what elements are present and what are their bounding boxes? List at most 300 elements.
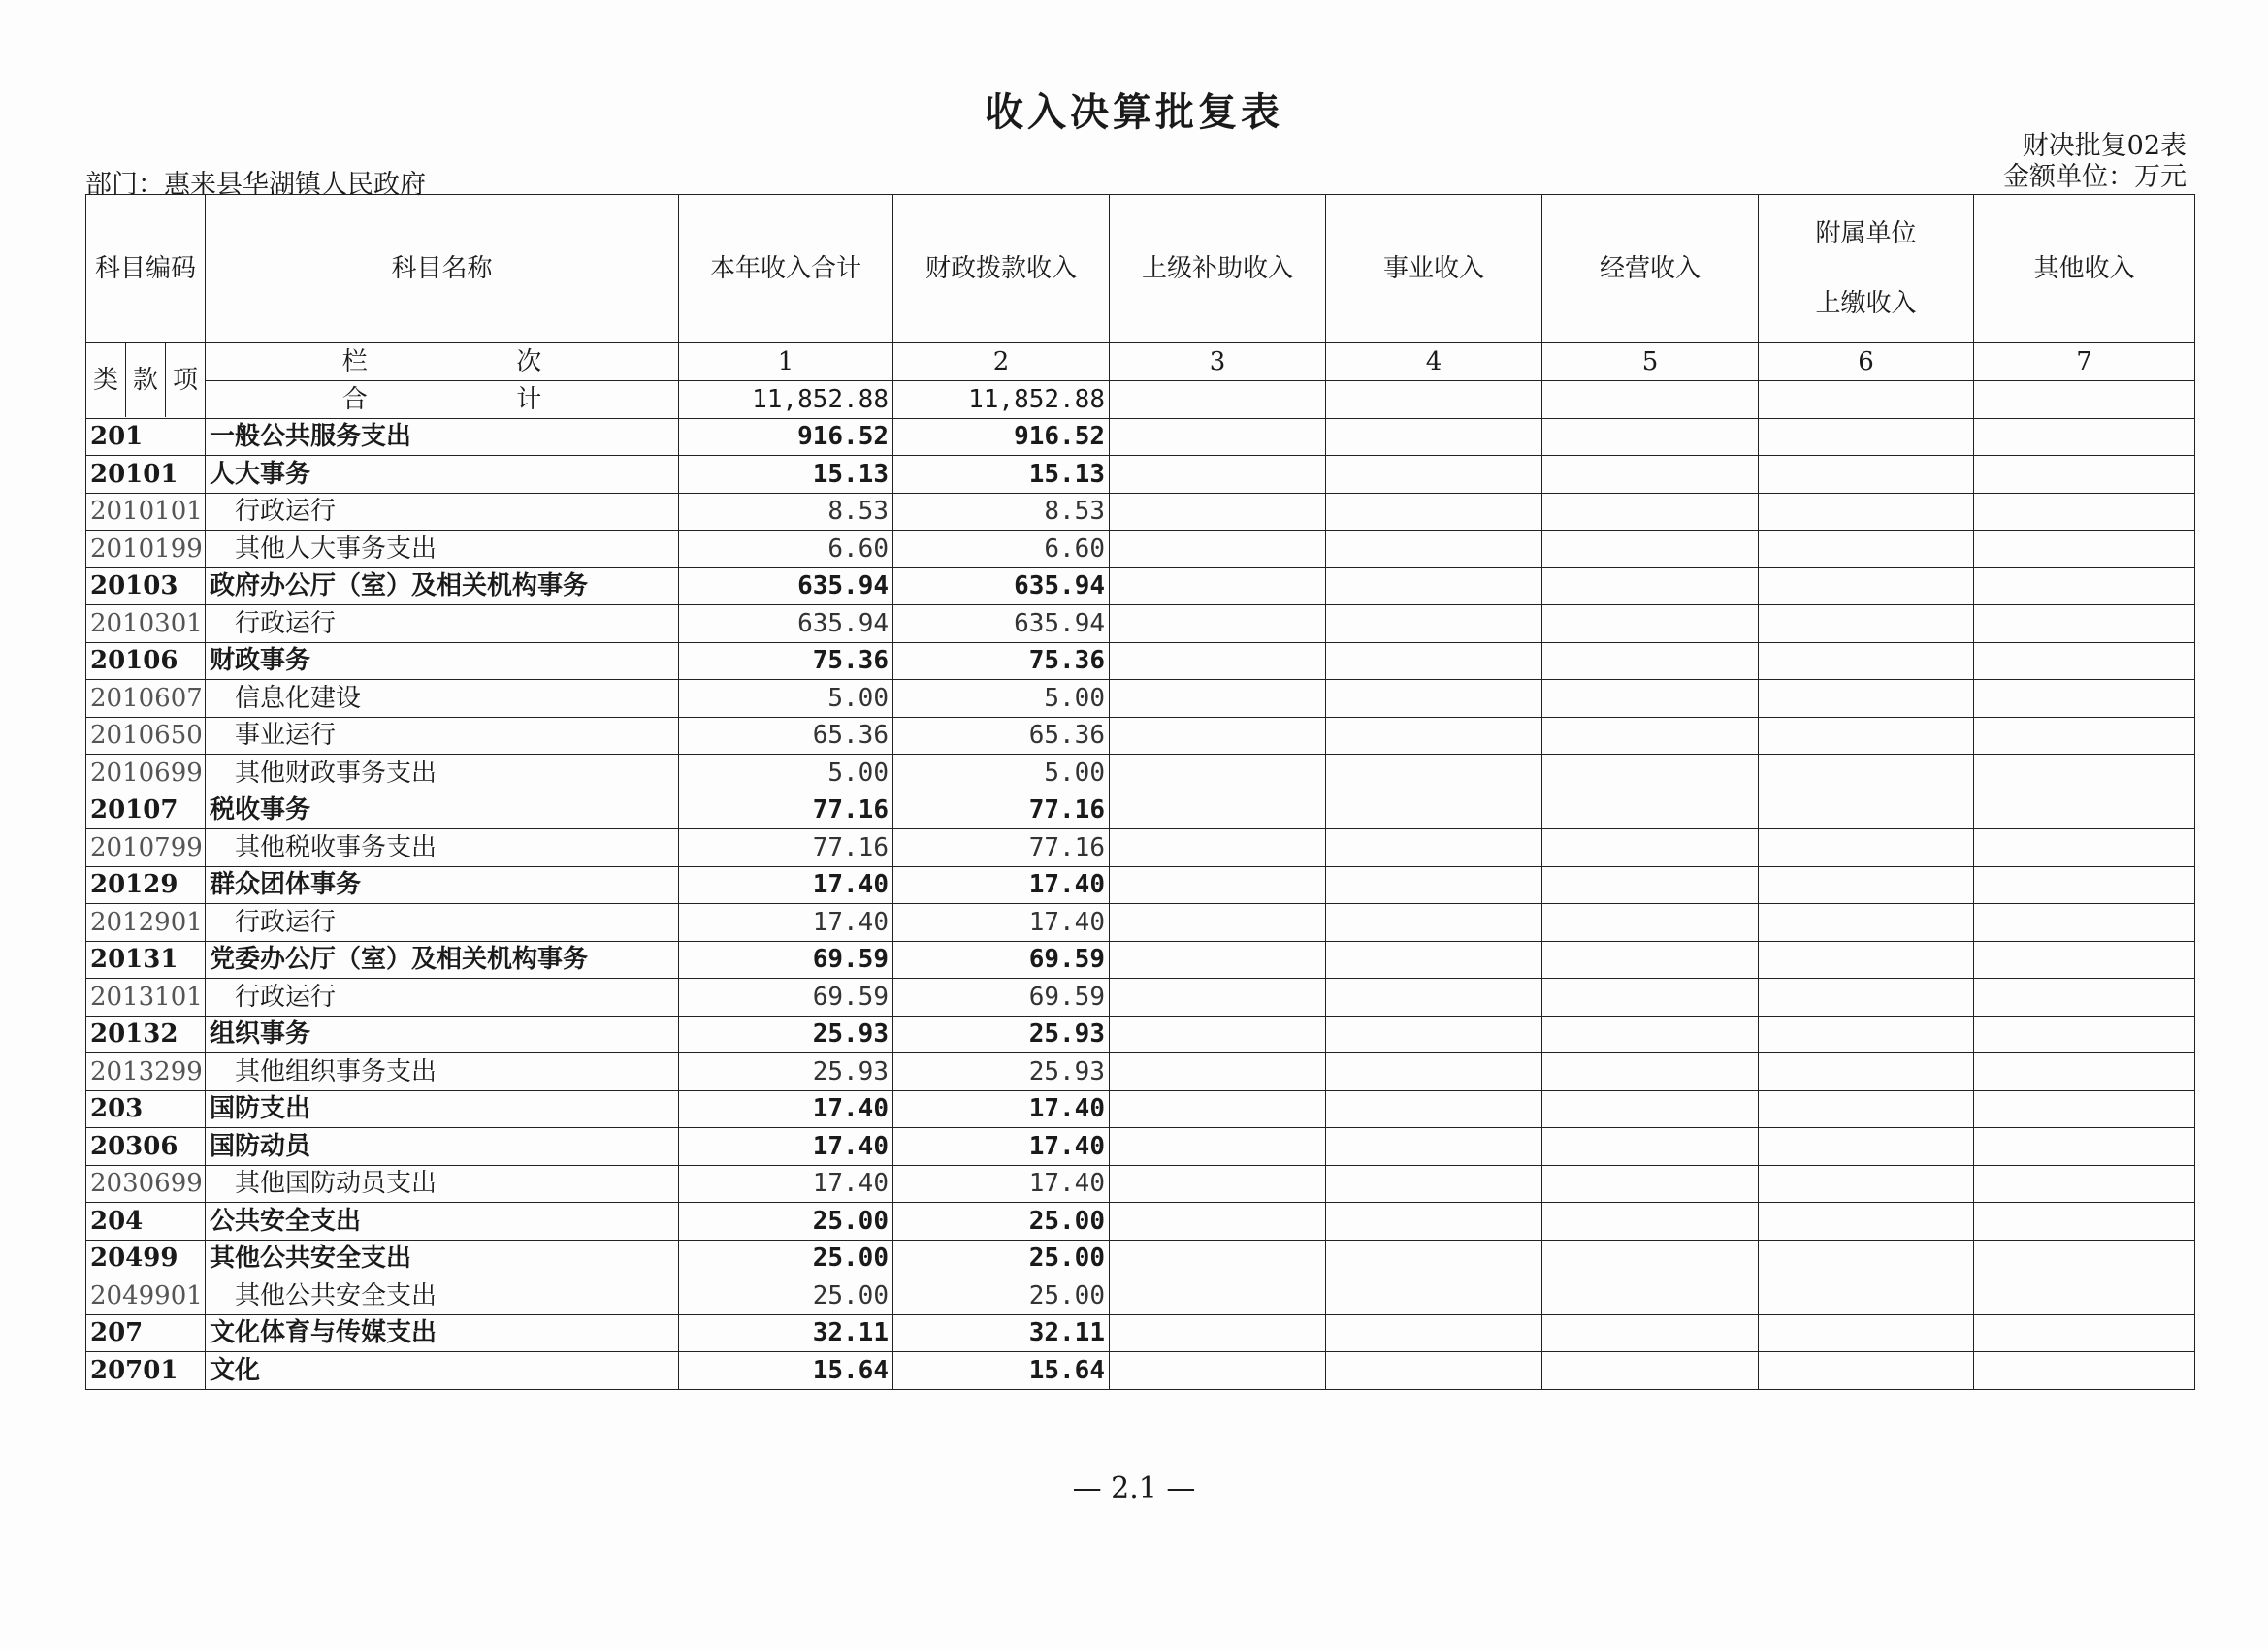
row-c1: 77.16 (679, 829, 893, 867)
table-row (86, 979, 2195, 1017)
table-row (86, 418, 2195, 456)
row-c5 (1542, 755, 1759, 792)
lane-n4: 4 (1326, 343, 1542, 381)
table-row (86, 866, 2195, 904)
header-c7: 其他收入 (1974, 195, 2195, 343)
row-c3 (1110, 1352, 1326, 1390)
row-c7 (1974, 1277, 2195, 1315)
row-code: 207 (86, 1314, 206, 1352)
row-c6 (1759, 829, 1974, 867)
row-code: 2010650 (86, 717, 206, 755)
row-c7 (1974, 755, 2195, 792)
row-c2: 15.64 (893, 1352, 1110, 1390)
total-c6 (1759, 381, 1974, 419)
row-c3 (1110, 1240, 1326, 1277)
row-c2: 65.36 (893, 717, 1110, 755)
row-c5 (1542, 418, 1759, 456)
table-row (86, 941, 2195, 979)
row-c7 (1974, 1314, 2195, 1352)
row-c1: 69.59 (679, 979, 893, 1017)
amount-unit: 金额单位：万元 (2003, 162, 2187, 192)
row-c2: 17.40 (893, 1090, 1110, 1128)
row-c1: 916.52 (679, 418, 893, 456)
row-c7 (1974, 605, 2195, 643)
row-c6 (1759, 904, 1974, 942)
row-code: 20101 (86, 456, 206, 494)
row-code: 20103 (86, 567, 206, 605)
row-c4 (1326, 717, 1542, 755)
row-c1: 32.11 (679, 1314, 893, 1352)
row-c4 (1326, 531, 1542, 568)
row-c3 (1110, 1090, 1326, 1128)
row-name: 组织事务 (206, 1016, 679, 1053)
row-c3 (1110, 904, 1326, 942)
row-c7 (1974, 493, 2195, 531)
row-c7 (1974, 941, 2195, 979)
row-code: 2010101 (86, 493, 206, 531)
row-c4 (1326, 792, 1542, 829)
row-c1: 17.40 (679, 1165, 893, 1203)
row-c3 (1110, 792, 1326, 829)
row-c3 (1110, 605, 1326, 643)
table-row (86, 1090, 2195, 1128)
row-name: 文化体育与传媒支出 (206, 1314, 679, 1352)
row-c3 (1110, 1165, 1326, 1203)
lane-label-a: 栏 (341, 347, 368, 376)
row-c4 (1326, 1128, 1542, 1166)
row-name: 信息化建设 (206, 680, 679, 718)
row-c1: 25.93 (679, 1016, 893, 1053)
row-c5 (1542, 531, 1759, 568)
row-c4 (1326, 1203, 1542, 1241)
row-name: 行政运行 (206, 979, 679, 1017)
row-code: 2010301 (86, 605, 206, 643)
row-name: 其他财政事务支出 (206, 755, 679, 792)
row-code: 20131 (86, 941, 206, 979)
table-row (86, 792, 2195, 829)
row-c3 (1110, 1016, 1326, 1053)
row-code: 20701 (86, 1352, 206, 1390)
row-c7 (1974, 456, 2195, 494)
row-c3 (1110, 755, 1326, 792)
row-c1: 25.93 (679, 1053, 893, 1091)
header-row (86, 195, 2195, 343)
row-c1: 8.53 (679, 493, 893, 531)
row-c5 (1542, 1203, 1759, 1241)
row-c1: 17.40 (679, 904, 893, 942)
row-c4 (1326, 1352, 1542, 1390)
row-c5 (1542, 1053, 1759, 1091)
row-c3 (1110, 493, 1326, 531)
row-c4 (1326, 605, 1542, 643)
lane-n3: 3 (1110, 343, 1326, 381)
row-c5 (1542, 792, 1759, 829)
row-c7 (1974, 1165, 2195, 1203)
table-row (86, 1352, 2195, 1390)
row-c4 (1326, 1314, 1542, 1352)
lane-label-cell (206, 343, 679, 381)
row-name: 其他人大事务支出 (206, 531, 679, 568)
row-c6 (1759, 792, 1974, 829)
row-c5 (1542, 1352, 1759, 1390)
table-row (86, 567, 2195, 605)
row-c2: 69.59 (893, 979, 1110, 1017)
row-c4 (1326, 755, 1542, 792)
row-c1: 6.60 (679, 531, 893, 568)
row-c3 (1110, 642, 1326, 680)
header-name: 科目名称 (206, 195, 679, 343)
table-row (86, 680, 2195, 718)
row-name: 国防动员 (206, 1128, 679, 1166)
row-c6 (1759, 1240, 1974, 1277)
table-row (86, 1053, 2195, 1091)
row-code: 20129 (86, 866, 206, 904)
row-c2: 69.59 (893, 941, 1110, 979)
row-code: 20132 (86, 1016, 206, 1053)
lane-n5: 5 (1542, 343, 1759, 381)
row-c6 (1759, 493, 1974, 531)
row-c5 (1542, 979, 1759, 1017)
row-code: 2010799 (86, 829, 206, 867)
row-c6 (1759, 1016, 1974, 1053)
table-row (86, 717, 2195, 755)
row-c1: 75.36 (679, 642, 893, 680)
row-c7 (1974, 680, 2195, 718)
row-c6 (1759, 979, 1974, 1017)
row-c1: 5.00 (679, 755, 893, 792)
row-c1: 15.13 (679, 456, 893, 494)
row-name: 行政运行 (206, 904, 679, 942)
row-c4 (1326, 567, 1542, 605)
row-c1: 17.40 (679, 1090, 893, 1128)
row-c6 (1759, 717, 1974, 755)
row-c3 (1110, 1128, 1326, 1166)
row-c6 (1759, 605, 1974, 643)
row-c6 (1759, 1352, 1974, 1390)
page-number: — 2.1 — (1072, 1471, 1196, 1505)
row-c1: 25.00 (679, 1240, 893, 1277)
header-code: 科目编码 (86, 195, 206, 343)
row-c2: 25.93 (893, 1053, 1110, 1091)
row-code: 203 (86, 1090, 206, 1128)
row-code: 2013299 (86, 1053, 206, 1091)
total-label-a: 合 (341, 384, 368, 414)
row-c5 (1542, 904, 1759, 942)
row-c2: 17.40 (893, 866, 1110, 904)
row-c1: 25.00 (679, 1203, 893, 1241)
row-c2: 5.00 (893, 680, 1110, 718)
row-c6 (1759, 418, 1974, 456)
row-name: 其他组织事务支出 (206, 1053, 679, 1091)
row-name: 行政运行 (206, 605, 679, 643)
table-row (86, 493, 2195, 531)
table-row (86, 1314, 2195, 1352)
lei-label: 类 (86, 343, 126, 417)
row-c7 (1974, 1240, 2195, 1277)
total-c5 (1542, 381, 1759, 419)
row-c4 (1326, 1090, 1542, 1128)
row-c6 (1759, 755, 1974, 792)
row-code: 20499 (86, 1240, 206, 1277)
row-c1: 635.94 (679, 567, 893, 605)
row-c2: 635.94 (893, 605, 1110, 643)
row-c7 (1974, 979, 2195, 1017)
row-c2: 25.00 (893, 1203, 1110, 1241)
row-c1: 635.94 (679, 605, 893, 643)
row-name: 文化 (206, 1352, 679, 1390)
table-row (86, 642, 2195, 680)
row-c4 (1326, 1277, 1542, 1315)
row-c7 (1974, 1128, 2195, 1166)
row-c5 (1542, 605, 1759, 643)
row-c2: 77.16 (893, 792, 1110, 829)
row-c4 (1326, 1016, 1542, 1053)
total-c3 (1110, 381, 1326, 419)
row-c2: 5.00 (893, 755, 1110, 792)
row-c5 (1542, 1090, 1759, 1128)
row-code: 2010199 (86, 531, 206, 568)
row-c5 (1542, 642, 1759, 680)
xiang-label: 项 (172, 366, 198, 396)
row-c3 (1110, 531, 1326, 568)
row-c6 (1759, 1277, 1974, 1315)
total-c4 (1326, 381, 1542, 419)
row-c4 (1326, 866, 1542, 904)
row-c3 (1110, 1053, 1326, 1091)
row-c5 (1542, 567, 1759, 605)
row-c2: 17.40 (893, 1165, 1110, 1203)
row-code: 204 (86, 1203, 206, 1241)
row-c3 (1110, 1314, 1326, 1352)
row-c1: 15.64 (679, 1352, 893, 1390)
table-row (86, 1165, 2195, 1203)
header-c6 (1759, 195, 1974, 343)
row-c5 (1542, 1314, 1759, 1352)
row-c2: 17.40 (893, 1128, 1110, 1166)
row-c1: 77.16 (679, 792, 893, 829)
row-c1: 69.59 (679, 941, 893, 979)
row-c2: 6.60 (893, 531, 1110, 568)
row-c4 (1326, 456, 1542, 494)
row-c5 (1542, 680, 1759, 718)
table-row (86, 531, 2195, 568)
row-name: 税收事务 (206, 792, 679, 829)
row-c2: 8.53 (893, 493, 1110, 531)
row-c1: 65.36 (679, 717, 893, 755)
table-row (86, 605, 2195, 643)
header-c4: 事业收入 (1326, 195, 1542, 343)
row-c7 (1974, 1352, 2195, 1390)
row-c3 (1110, 829, 1326, 867)
row-c7 (1974, 1053, 2195, 1091)
row-code: 2030699 (86, 1165, 206, 1203)
row-c4 (1326, 493, 1542, 531)
row-c2: 25.00 (893, 1277, 1110, 1315)
row-c2: 15.13 (893, 456, 1110, 494)
row-c4 (1326, 418, 1542, 456)
row-code: 2012901 (86, 904, 206, 942)
row-c6 (1759, 1128, 1974, 1166)
row-name: 党委办公厅（室）及相关机构事务 (206, 941, 679, 979)
row-name: 群众团体事务 (206, 866, 679, 904)
total-label-cell (206, 381, 679, 419)
row-c2: 75.36 (893, 642, 1110, 680)
row-c7 (1974, 642, 2195, 680)
row-c7 (1974, 829, 2195, 867)
department-label: 部门：惠来县华湖镇人民政府 (85, 170, 426, 200)
row-c4 (1326, 979, 1542, 1017)
row-code: 2010607 (86, 680, 206, 718)
row-name: 财政事务 (206, 642, 679, 680)
row-c7 (1974, 418, 2195, 456)
lane-n2: 2 (893, 343, 1110, 381)
row-c4 (1326, 829, 1542, 867)
header-c6-line2: 上缴收入 (1815, 289, 1917, 318)
row-code: 2010699 (86, 755, 206, 792)
row-c2: 25.00 (893, 1240, 1110, 1277)
row-c3 (1110, 456, 1326, 494)
row-code: 20106 (86, 642, 206, 680)
row-c6 (1759, 567, 1974, 605)
row-name: 国防支出 (206, 1090, 679, 1128)
row-c2: 25.93 (893, 1016, 1110, 1053)
row-c4 (1326, 904, 1542, 942)
row-code: 20107 (86, 792, 206, 829)
row-code: 201 (86, 418, 206, 456)
row-c6 (1759, 642, 1974, 680)
lane-label-b: 次 (516, 347, 542, 376)
table-row (86, 1203, 2195, 1241)
row-c7 (1974, 717, 2195, 755)
total-row (86, 381, 2195, 419)
row-c4 (1326, 642, 1542, 680)
row-c5 (1542, 1016, 1759, 1053)
row-c3 (1110, 1277, 1326, 1315)
row-c3 (1110, 567, 1326, 605)
row-c1: 17.40 (679, 866, 893, 904)
row-c4 (1326, 1240, 1542, 1277)
row-c2: 77.16 (893, 829, 1110, 867)
row-name: 行政运行 (206, 493, 679, 531)
row-c3 (1110, 717, 1326, 755)
row-c4 (1326, 680, 1542, 718)
header-c2: 财政拨款收入 (893, 195, 1110, 343)
row-c3 (1110, 418, 1326, 456)
row-c3 (1110, 866, 1326, 904)
header-c6-line1: 附属单位 (1815, 219, 1917, 248)
row-name: 其他国防动员支出 (206, 1165, 679, 1203)
page-title: 收入决算批复表 (985, 90, 1283, 135)
row-code: 20306 (86, 1128, 206, 1166)
row-c3 (1110, 680, 1326, 718)
row-c7 (1974, 792, 2195, 829)
row-name: 一般公共服务支出 (206, 418, 679, 456)
row-c2: 635.94 (893, 567, 1110, 605)
table-row (86, 1016, 2195, 1053)
row-name: 政府办公厅（室）及相关机构事务 (206, 567, 679, 605)
row-c6 (1759, 1053, 1974, 1091)
row-code: 2013101 (86, 979, 206, 1017)
row-c7 (1974, 1090, 2195, 1128)
table-row (86, 904, 2195, 942)
row-c5 (1542, 493, 1759, 531)
row-c3 (1110, 1203, 1326, 1241)
income-table (85, 194, 2195, 1390)
table-row (86, 456, 2195, 494)
row-c6 (1759, 456, 1974, 494)
row-c6 (1759, 1090, 1974, 1128)
lane-n6: 6 (1759, 343, 1974, 381)
total-c1: 11,852.88 (679, 381, 893, 419)
table-row (86, 1277, 2195, 1315)
table-row (86, 1240, 2195, 1277)
header-c5: 经营收入 (1542, 195, 1759, 343)
row-c4 (1326, 1053, 1542, 1091)
row-c3 (1110, 979, 1326, 1017)
row-c6 (1759, 1314, 1974, 1352)
kuan-label: 款 (126, 343, 166, 417)
lane-n7: 7 (1974, 343, 2195, 381)
table-row (86, 755, 2195, 792)
row-c2: 32.11 (893, 1314, 1110, 1352)
row-c6 (1759, 1165, 1974, 1203)
row-name: 公共安全支出 (206, 1203, 679, 1241)
row-c6 (1759, 1203, 1974, 1241)
total-c7 (1974, 381, 2195, 419)
table-row (86, 1128, 2195, 1166)
row-name: 其他公共安全支出 (206, 1277, 679, 1315)
row-c4 (1326, 941, 1542, 979)
row-name: 其他公共安全支出 (206, 1240, 679, 1277)
row-c6 (1759, 941, 1974, 979)
row-c1: 5.00 (679, 680, 893, 718)
lane-n1: 1 (679, 343, 893, 381)
row-name: 其他税收事务支出 (206, 829, 679, 867)
row-c5 (1542, 717, 1759, 755)
row-c5 (1542, 1165, 1759, 1203)
row-c6 (1759, 866, 1974, 904)
row-c6 (1759, 680, 1974, 718)
row-c4 (1326, 1165, 1542, 1203)
row-c1: 25.00 (679, 1277, 893, 1315)
row-c5 (1542, 866, 1759, 904)
total-c2: 11,852.88 (893, 381, 1110, 419)
row-c2: 17.40 (893, 904, 1110, 942)
lei-kuan-xiang-cell (86, 343, 206, 419)
row-c1: 17.40 (679, 1128, 893, 1166)
row-c5 (1542, 829, 1759, 867)
row-c5 (1542, 456, 1759, 494)
table-row (86, 829, 2195, 867)
row-c7 (1974, 1203, 2195, 1241)
row-c7 (1974, 531, 2195, 568)
row-c5 (1542, 1277, 1759, 1315)
row-c5 (1542, 1240, 1759, 1277)
header-c1: 本年收入合计 (679, 195, 893, 343)
row-c2: 916.52 (893, 418, 1110, 456)
row-c7 (1974, 567, 2195, 605)
row-c7 (1974, 904, 2195, 942)
row-c5 (1542, 1128, 1759, 1166)
form-number: 财决批复02表 (2022, 131, 2187, 161)
row-c7 (1974, 1016, 2195, 1053)
row-name: 人大事务 (206, 456, 679, 494)
lane-row (86, 343, 2195, 381)
total-label-b: 计 (516, 384, 542, 414)
row-code: 2049901 (86, 1277, 206, 1315)
row-name: 事业运行 (206, 717, 679, 755)
header-c3: 上级补助收入 (1110, 195, 1326, 343)
